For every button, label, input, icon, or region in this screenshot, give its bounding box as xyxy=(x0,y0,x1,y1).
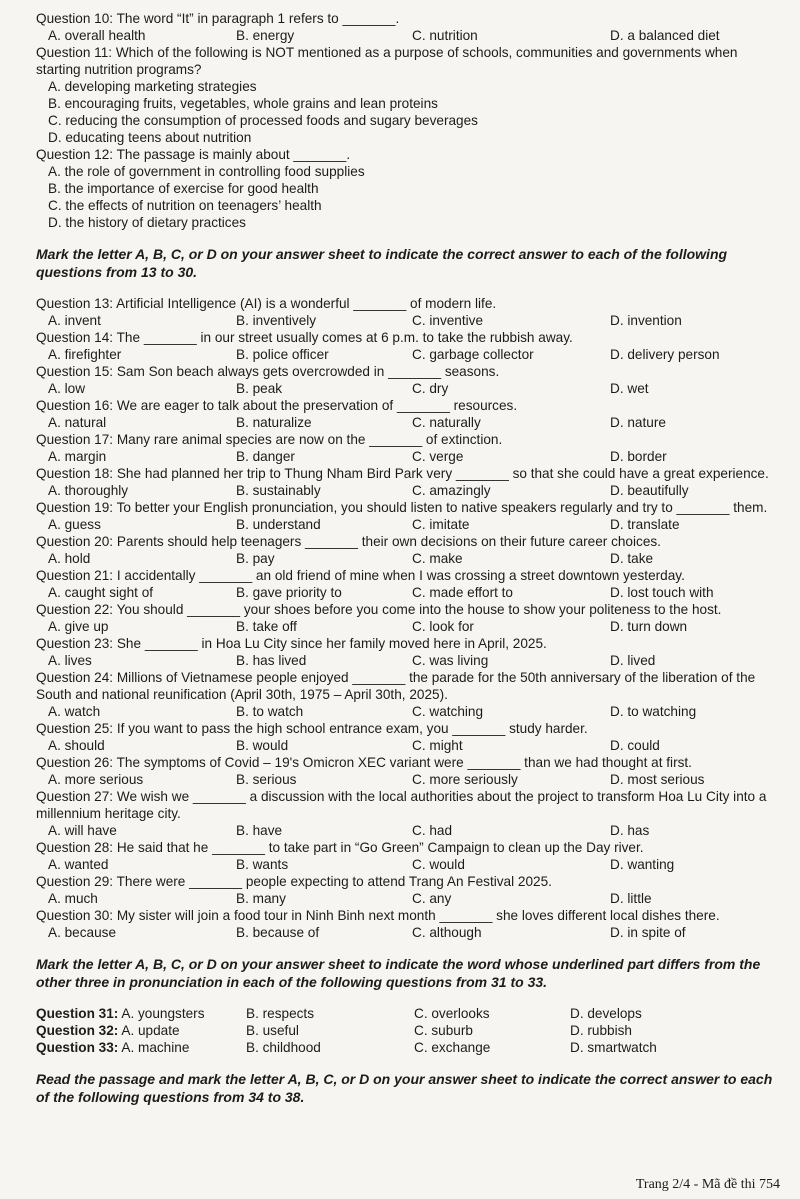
option-d: D. develops xyxy=(570,1006,642,1021)
option-d: D. in spite of xyxy=(610,925,686,940)
option-b: B. because of xyxy=(236,925,320,940)
option-c: C. might xyxy=(412,738,463,753)
option-c: C. look for xyxy=(412,619,474,634)
option-d: D. nature xyxy=(610,415,666,430)
question-25 xyxy=(36,720,778,754)
option-b: B. the importance of exercise for good health xyxy=(48,181,319,196)
question-stem: Question 29: There were _______ people expecting to attend Trang An Festival 2025. xyxy=(36,874,552,889)
question-stem: Question 17: Many rare animal species are now on the _______ of extinction. xyxy=(36,432,503,447)
option-d: D. has xyxy=(610,823,650,838)
option-c: C. amazingly xyxy=(412,483,491,498)
question-32 xyxy=(36,1022,778,1039)
option-a-with-label xyxy=(36,1022,246,1039)
option-b: B. childhood xyxy=(246,1040,321,1055)
question-stem: Question 27: We wish we _______ a discussion with the local authorities about the project to transform Hoa Lu City into a millennium heritage city. xyxy=(36,789,767,821)
option-b: B. respects xyxy=(246,1006,314,1021)
question-stem: Question 18: She had planned her trip to Thung Nham Bird Park very _______ so that she could have a great experience. xyxy=(36,466,769,481)
option-d: D. little xyxy=(610,891,652,906)
question-14 xyxy=(36,329,778,363)
option-b: B. many xyxy=(236,891,286,906)
question-24 xyxy=(36,669,778,720)
question-33 xyxy=(36,1039,778,1056)
question-23 xyxy=(36,635,778,669)
option-b: B. would xyxy=(236,738,289,753)
option-d: D. to watching xyxy=(610,704,697,719)
option-c: C. had xyxy=(412,823,453,838)
question-stem: Question 20: Parents should help teenagers _______ their own decisions on their future career choices. xyxy=(36,534,661,549)
question-17 xyxy=(36,431,778,465)
option-a: A. update xyxy=(121,1023,180,1038)
option-a: A. wanted xyxy=(48,857,109,872)
option-d: D. turn down xyxy=(610,619,688,634)
option-a: A. overall health xyxy=(48,28,146,43)
question-stem: Question 12: The passage is mainly about _______. xyxy=(36,147,351,162)
option-b: B. take off xyxy=(236,619,297,634)
question-stem: Question 21: I accidentally _______ an old friend of mine when I was crossing a street downtown yesterday. xyxy=(36,568,685,583)
option-b: B. gave priority to xyxy=(236,585,342,600)
option-d: D. wet xyxy=(610,381,649,396)
option-c: C. verge xyxy=(412,449,464,464)
option-a: A. guess xyxy=(48,517,101,532)
option-b: B. useful xyxy=(246,1023,299,1038)
question-stem: Question 19: To better your English pronunciation, you should listen to native speakers regularly and try to _______ them. xyxy=(36,500,768,515)
option-a-with-label xyxy=(36,1039,246,1056)
question-stem: Question 22: You should _______ your shoes before you come into the house to show your politeness to the host. xyxy=(36,602,722,617)
option-c: C. any xyxy=(412,891,452,906)
option-d: D. lived xyxy=(610,653,656,668)
section-instruction-31-33: Mark the letter A, B, C, or D on your answer sheet to indicate the word whose underlined part differs from the other three in pronunciation in each of the following questions from 31 to 33. xyxy=(36,956,761,990)
question-stem: Question 11: Which of the following is NOT mentioned as a purpose of schools, communities and governments when starting nutrition programs? xyxy=(36,45,738,77)
option-c: C. garbage collector xyxy=(412,347,534,362)
option-b: B. pay xyxy=(236,551,275,566)
option-d: D. lost touch with xyxy=(610,585,714,600)
option-a: A. much xyxy=(48,891,98,906)
question-stem: Question 16: We are eager to talk about the preservation of _______ resources. xyxy=(36,398,518,413)
option-a: A. youngsters xyxy=(121,1006,205,1021)
option-d: D. border xyxy=(610,449,667,464)
question-13 xyxy=(36,295,778,329)
question-20 xyxy=(36,533,778,567)
option-b: B. peak xyxy=(236,381,283,396)
option-c: C. would xyxy=(412,857,465,872)
option-c: C. naturally xyxy=(412,415,481,430)
option-a: A. firefighter xyxy=(48,347,122,362)
option-a: A. thoroughly xyxy=(48,483,129,498)
question-stem: Question 28: He said that he _______ to take part in “Go Green” Campaign to clean up the Day river. xyxy=(36,840,644,855)
option-a: A. because xyxy=(48,925,117,940)
option-c: C. exchange xyxy=(414,1040,491,1055)
option-b: B. sustainably xyxy=(236,483,321,498)
option-a: A. low xyxy=(48,381,86,396)
option-b: B. energy xyxy=(236,28,295,43)
option-a: A. hold xyxy=(48,551,91,566)
question-label: Question 31: xyxy=(36,1006,119,1021)
option-c: C. was living xyxy=(412,653,489,668)
question-stem: Question 10: The word “It” in paragraph 1 refers to _______. xyxy=(36,11,400,26)
option-d: D. take xyxy=(610,551,654,566)
option-d: D. smartwatch xyxy=(570,1040,657,1055)
question-21 xyxy=(36,567,778,601)
option-b: B. serious xyxy=(236,772,297,787)
question-10 xyxy=(36,10,778,44)
option-a: A. caught sight of xyxy=(48,585,154,600)
option-d: D. rubbish xyxy=(570,1023,632,1038)
option-c: C. made effort to xyxy=(412,585,513,600)
option-b: B. police officer xyxy=(236,347,329,362)
option-a: A. margin xyxy=(48,449,107,464)
option-c: C. nutrition xyxy=(412,28,478,43)
option-a: A. the role of government in controlling food supplies xyxy=(48,164,365,179)
option-d: D. the history of dietary practices xyxy=(48,215,246,230)
question-stem: Question 25: If you want to pass the high school entrance exam, you _______ study harder. xyxy=(36,721,588,736)
option-d: D. a balanced diet xyxy=(610,28,720,43)
option-d: D. could xyxy=(610,738,660,753)
question-11 xyxy=(36,44,778,146)
question-label: Question 33: xyxy=(36,1040,119,1055)
option-a-with-label xyxy=(36,1005,246,1022)
option-a: A. will have xyxy=(48,823,117,838)
question-26 xyxy=(36,754,778,788)
question-27 xyxy=(36,788,778,839)
question-list-31-33 xyxy=(36,1005,778,1056)
option-c: C. make xyxy=(412,551,463,566)
question-stem: Question 23: She _______ in Hoa Lu City since her family moved here in April, 2025. xyxy=(36,636,547,651)
option-d: D. beautifully xyxy=(610,483,689,498)
option-b: B. danger xyxy=(236,449,295,464)
question-stem: Question 26: The symptoms of Covid – 19's Omicron XEC variant were _______ than we had thought at first. xyxy=(36,755,692,770)
option-a: A. watch xyxy=(48,704,101,719)
option-b: B. have xyxy=(236,823,283,838)
question-29 xyxy=(36,873,778,907)
option-a: A. developing marketing strategies xyxy=(48,79,257,94)
option-d: D. invention xyxy=(610,313,682,328)
option-d: D. translate xyxy=(610,517,680,532)
option-d: D. delivery person xyxy=(610,347,720,362)
option-a: A. should xyxy=(48,738,105,753)
question-18 xyxy=(36,465,778,499)
question-stem: Question 13: Artificial Intelligence (AI) is a wonderful _______ of modern life. xyxy=(36,296,497,311)
question-stem: Question 24: Millions of Vietnamese people enjoyed _______ the parade for the 50th anniversary of the liberation of the South and national reunification (April 30th, 1975 – April 30th, 2025). xyxy=(36,670,756,702)
question-stem: Question 30: My sister will join a food tour in Ninh Binh next month _______ she loves different local dishes there. xyxy=(36,908,720,923)
option-b: B. to watch xyxy=(236,704,304,719)
question-30 xyxy=(36,907,778,941)
question-15 xyxy=(36,363,778,397)
option-c: C. suburb xyxy=(414,1023,473,1038)
question-stem: Question 15: Sam Son beach always gets overcrowded in _______ seasons. xyxy=(36,364,500,379)
question-12 xyxy=(36,146,778,231)
question-19 xyxy=(36,499,778,533)
option-c: C. dry xyxy=(412,381,449,396)
option-c: C. reducing the consumption of processed foods and sugary beverages xyxy=(48,113,478,128)
option-a: A. natural xyxy=(48,415,107,430)
question-31 xyxy=(36,1005,778,1022)
option-d: D. most serious xyxy=(610,772,705,787)
option-b: B. understand xyxy=(236,517,321,532)
question-28 xyxy=(36,839,778,873)
option-c: C. inventive xyxy=(412,313,484,328)
option-b: B. naturalize xyxy=(236,415,312,430)
option-b: B. encouraging fruits, vegetables, whole grains and lean proteins xyxy=(48,96,438,111)
option-a: A. more serious xyxy=(48,772,144,787)
option-c: C. more seriously xyxy=(412,772,518,787)
option-c: C. watching xyxy=(412,704,484,719)
option-b: B. has lived xyxy=(236,653,307,668)
option-b: B. inventively xyxy=(236,313,317,328)
option-c: C. although xyxy=(412,925,482,940)
question-16 xyxy=(36,397,778,431)
option-c: C. imitate xyxy=(412,517,470,532)
option-a: A. lives xyxy=(48,653,92,668)
question-list-13-30 xyxy=(36,295,778,941)
option-d: D. educating teens about nutrition xyxy=(48,130,252,145)
question-label: Question 32: xyxy=(36,1023,119,1038)
question-stem: Question 14: The _______ in our street usually comes at 6 p.m. to take the rubbish away. xyxy=(36,330,573,345)
option-a: A. machine xyxy=(121,1040,190,1055)
option-a: A. give up xyxy=(48,619,109,634)
option-b: B. wants xyxy=(236,857,289,872)
option-c: C. the effects of nutrition on teenagers’ health xyxy=(48,198,322,213)
option-c: C. overlooks xyxy=(414,1006,490,1021)
option-d: D. wanting xyxy=(610,857,675,872)
section-instruction-34-38: Read the passage and mark the letter A, B, C, or D on your answer sheet to indicate the correct answer to each of the following questions from 34 to 38. xyxy=(36,1071,773,1105)
page-footer: Trang 2/4 - Mã đề thi 754 xyxy=(635,1177,780,1192)
section-instruction-13-30: Mark the letter A, B, C, or D on your answer sheet to indicate the correct answer to each of the following questions from 13 to 30. xyxy=(36,246,728,280)
question-22 xyxy=(36,601,778,635)
option-a: A. invent xyxy=(48,313,101,328)
